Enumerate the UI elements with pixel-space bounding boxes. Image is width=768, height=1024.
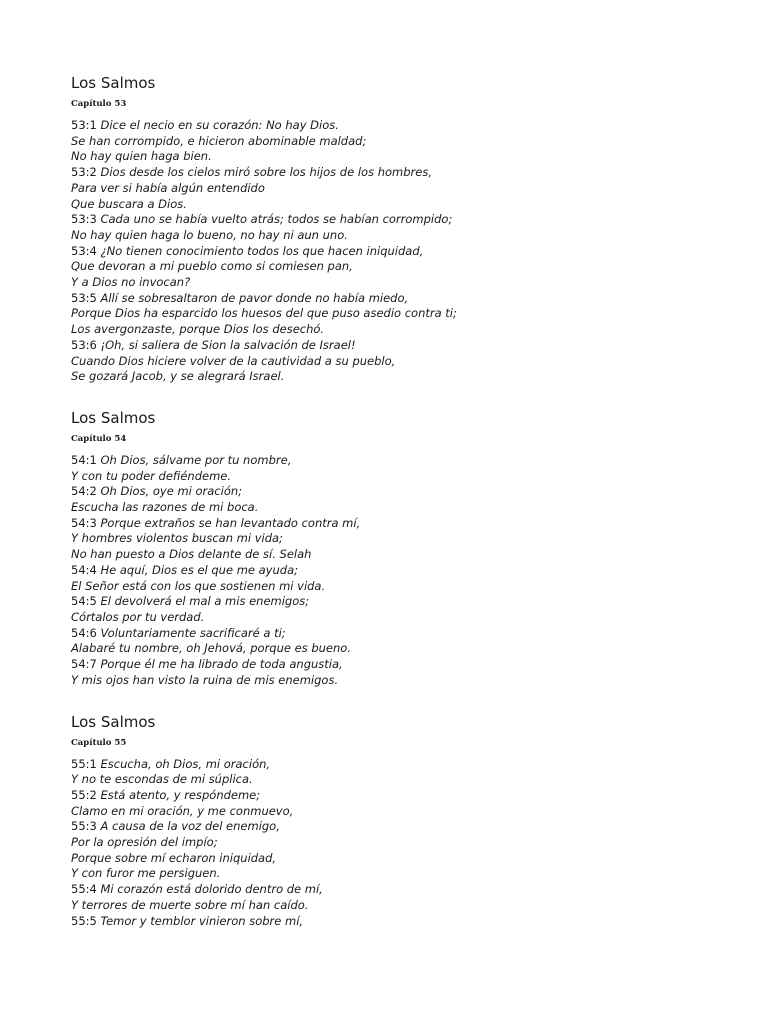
verse-text: Y hombres violentos buscan mi vida; [71,531,283,546]
psalm-55-section [71,711,731,930]
verse-line [71,369,731,385]
verse-reference: 54:6 [71,625,101,640]
verse-text: Cada uno se había vuelto atrás; todos se habían corrompido; [100,212,453,227]
verse-text: Oh Dios, oye mi oración; [100,484,243,499]
verse-reference: 53:2 [71,165,101,180]
verse-reference: 55:1 [71,756,101,771]
verse-line [71,291,731,307]
verse-text: Cuando Dios hiciere volver de la cautividad a su pueblo, [71,353,396,368]
verse-text: Mi corazón está dolorido dentro de mí, [100,882,323,897]
verse-reference: 54:1 [71,452,101,467]
verse-reference: 54:3 [71,515,101,530]
verse-reference: 55:4 [71,882,101,897]
verse-line [71,563,731,579]
verse-text: Porque Dios ha esparcido los huesos del que puso asedio contra ti; [71,306,457,321]
chapter-label: Capítulo 53 [71,99,127,109]
verse-line [71,197,731,213]
verse-list [71,118,731,385]
verse-reference: 54:5 [71,594,101,609]
verse-line [71,259,731,275]
verse-text: Y con tu poder defiéndeme. [71,468,232,483]
verse-line [71,469,731,485]
verse-text: Escucha las razones de mi boca. [71,500,259,515]
verse-line [71,484,731,500]
verse-line [71,851,731,867]
verse-reference: 55:5 [71,913,101,928]
verse-line [71,594,731,610]
verse-text: Se han corrompido, e hicieron abominable maldad; [71,133,367,148]
verse-line [71,306,731,322]
verse-line [71,149,731,165]
book-title: Los Salmos [71,712,156,731]
verse-line [71,244,731,260]
verse-line [71,657,731,673]
verse-text: Para ver si había algún entendido [71,180,265,195]
verse-line [71,338,731,354]
verse-text: Oh Dios, sálvame por tu nombre, [100,452,292,467]
verse-line [71,819,731,835]
verse-line [71,882,731,898]
verse-line [71,772,731,788]
verse-text: Córtalos por tu verdad. [71,609,205,624]
verse-reference: 54:2 [71,484,101,499]
verse-line [71,804,731,820]
verse-line [71,757,731,773]
verse-text: Porque extraños se han levantado contra mí, [100,515,361,530]
verse-line [71,835,731,851]
verse-line [71,453,731,469]
verse-line [71,181,731,197]
verse-text: ¡Oh, si saliera de Sion la salvación de Israel! [100,337,356,352]
verse-line [71,579,731,595]
verse-text: Que devoran a mi pueblo como si comiesen pan, [71,259,353,274]
verse-line [71,322,731,338]
verse-text: Los avergonzaste, porque Dios los desechó. [71,322,325,337]
verse-text: Alabaré tu nombre, oh Jehová, porque es bueno. [71,641,351,656]
verse-text: Se gozará Jacob, y se alegrará Israel. [71,369,285,384]
book-title: Los Salmos [71,408,156,427]
verse-text: Y mis ojos han visto la ruina de mis enemigos. [71,672,339,687]
verse-text: Por la opresión del impío; [71,835,218,850]
verse-line [71,165,731,181]
verse-line [71,118,731,134]
verse-line [71,134,731,150]
verse-text: Clamo en mi oración, y me conmuevo, [71,803,294,818]
verse-reference: 53:5 [71,290,101,305]
psalm-53-section [71,72,731,385]
verse-text: No hay quien haga lo bueno, no hay ni aun uno. [71,227,348,242]
verse-line [71,354,731,370]
verse-text: ¿No tienen conocimiento todos los que hacen iniquidad, [100,243,424,258]
chapter-label: Capítulo 54 [71,433,127,444]
verse-line [71,531,731,547]
verse-line [71,547,731,563]
verse-reference: 55:2 [71,787,101,802]
verse-text: Temor y temblor vinieron sobre mí, [100,913,304,928]
verse-reference: 53:1 [71,118,101,132]
verse-line [71,516,731,532]
verse-list [71,453,731,689]
verse-reference: 55:3 [71,819,101,834]
chapter-label: Capítulo 55 [71,737,127,748]
verse-line [71,673,731,689]
verse-line [71,641,731,657]
verse-line [71,228,731,244]
verse-line [71,898,731,914]
verse-text: No hay quien haga bien. [71,149,212,164]
verse-text: Y no te escondas de mi súplica. [71,772,253,787]
book-title: Los Salmos [71,74,156,92]
verse-line [71,626,731,642]
verse-reference: 54:4 [71,562,101,577]
verse-text: Porque él me ha librado de toda angustia, [100,657,343,672]
verse-text: Allí se sobresaltaron de pavor donde no había miedo, [100,290,409,305]
verse-line [71,275,731,291]
verse-text: Voluntariamente sacrificaré a ti; [100,625,286,640]
verse-line [71,610,731,626]
verse-text: El devolverá el mal a mis enemigos; [100,594,310,609]
verse-text: Porque sobre mí echaron iniquidad, [71,850,277,865]
verse-text: He aquí, Dios es el que me ayuda; [100,562,299,577]
verse-text: Dice el necio en su corazón: No hay Dios. [100,118,339,132]
verse-text: Que buscara a Dios. [71,196,187,211]
verse-line [71,500,731,516]
verse-line [71,212,731,228]
verse-reference: 53:3 [71,212,101,227]
verse-list [71,757,731,930]
verse-line [71,788,731,804]
verse-text: Y terrores de muerte sobre mí han caído. [71,897,309,912]
verse-text: Y a Dios no invocan? [71,275,191,290]
document-page [71,72,731,929]
verse-line [71,914,731,930]
verse-text: A causa de la voz del enemigo, [100,819,280,834]
verse-text: Escucha, oh Dios, mi oración, [100,756,271,771]
verse-text: Y con furor me persiguen. [71,866,221,881]
verse-reference: 53:4 [71,243,101,258]
psalm-54-section [71,407,731,689]
verse-text: Dios desde los cielos miró sobre los hijos de los hombres, [100,165,432,180]
verse-reference: 54:7 [71,657,101,672]
verse-text: Está atento, y respóndeme; [100,787,261,802]
verse-reference: 53:6 [71,337,101,352]
verse-line [71,866,731,882]
verse-text: No han puesto a Dios delante de sí. Selah [71,547,312,562]
verse-text: El Señor está con los que sostienen mi vida. [71,578,326,593]
